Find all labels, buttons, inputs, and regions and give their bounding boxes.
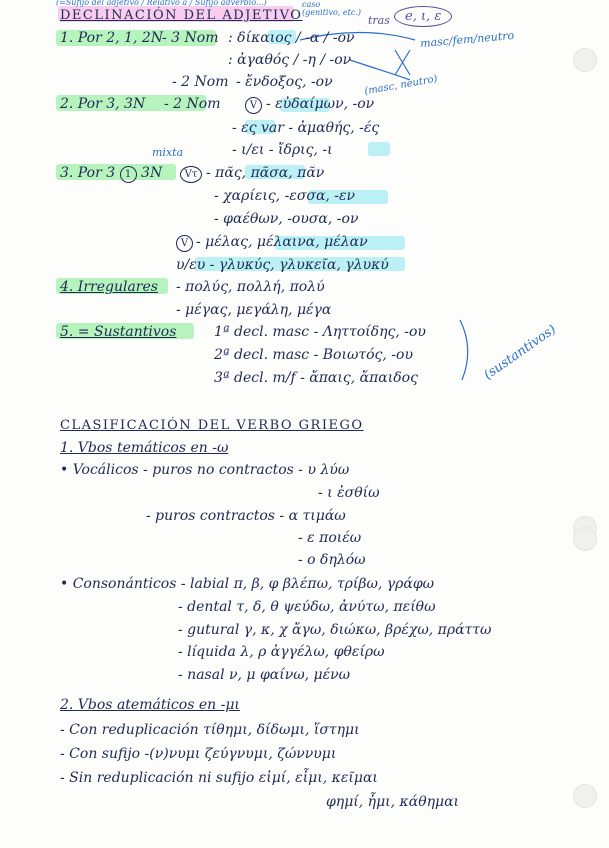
- row7-label: [60, 165, 162, 183]
- note-masc-fem-neutro: masc/fem/neutro: [419, 28, 515, 51]
- row1-nom: - 3 Nom: [162, 30, 219, 46]
- row3-nom: - 2 Nom: [172, 74, 229, 90]
- row7-word: - πᾶς, πᾶσα, πᾶν: [206, 165, 325, 181]
- verb-section1-title: 1. Vbos temáticos en -ω: [60, 440, 229, 456]
- row1-label: 1. Por 2, 1, 2N: [60, 30, 164, 46]
- row9-word: - φαέθων, -ουσα, -ον: [214, 211, 359, 227]
- row15-word: 2ª decl. masc - Βοιωτός, -ου: [214, 347, 413, 363]
- row4-label: 2. Por 3, 3N: [60, 96, 146, 112]
- row14-label: 5. = Sustantivos: [60, 324, 177, 340]
- circle-mark: V: [176, 235, 193, 252]
- verb-vocalic-4: - ε ποιέω: [298, 530, 362, 546]
- verb-vocalic-1: • Vocálicos - puros no contractos - υ λύω: [60, 462, 350, 478]
- row7-vt: [180, 165, 202, 183]
- verb-vocalic-2: - ι ἐσθίω: [318, 485, 380, 501]
- row6-word: - ι/ει - ἴδρις, -ι: [232, 142, 333, 158]
- row2-word: : ἀγαθός / -η / -ον: [228, 52, 352, 68]
- verb-vocalic-3: - puros contractos - α τιμάω: [146, 508, 346, 524]
- circle-mark: 1: [120, 166, 137, 183]
- verb-consonant-4: - líquida λ, ρ ἀγγέλω, φθείρω: [178, 644, 385, 660]
- row16-word: 3ª decl. m/f - ἄπαις, ἄπαιδος: [214, 370, 418, 386]
- note-top-right-1: caso: [302, 0, 321, 9]
- verb-mi-2: - Con sufijo -(ν)νυμι ζεύγνυμι, ζώννυμι: [60, 746, 337, 762]
- verb-consonant-5: - nasal ν, μ φαίνω, μένω: [178, 667, 351, 683]
- note-eie: e, ι, ε: [394, 6, 452, 27]
- row5-word: - ες var - ἀμαθής, -ές: [232, 120, 380, 136]
- row10-v: [176, 234, 193, 252]
- row7-label-text: 3. Por 3: [60, 165, 116, 181]
- row12-word: - πολύς, πολλή, πολύ: [176, 279, 325, 295]
- verb-consonant-1: • Consonánticos - labial π, β, φ βλέπω, τρίβω, γράφω: [60, 576, 435, 592]
- verb-mi-3: - Sin reduplicación ni sufijo εἰμί, εἶμι, κεῖμαι: [60, 770, 378, 786]
- circle-mark: V: [245, 97, 262, 114]
- verb-vocalic-5: - ο δηλόω: [298, 552, 366, 568]
- verb-mi-1: - Con reduplicación τίθημι, δίδωμι, ἵστημι: [60, 722, 360, 738]
- note-mixta: mixta: [152, 146, 184, 159]
- adjective-title: DECLINACIÓN DEL ADJETIVO: [60, 8, 303, 23]
- row4-nom: - 2 Nom: [164, 96, 221, 112]
- verb-consonant-3: - gutural γ, κ, χ ἄγω, διώκω, βρέχω, πράττω: [178, 622, 492, 638]
- note-top-right-2: (genitivo, etc.): [302, 8, 361, 17]
- row4-word: - εὐδαίμων, -ον: [266, 96, 375, 112]
- verb-mi-4: φημί, ἧμι, κάθημαι: [326, 794, 460, 810]
- row7-label-rest: 3N: [141, 165, 163, 181]
- row1-word: : δίκαιος / -α / -ον: [228, 30, 355, 46]
- verb-title: CLASIFICACIÓN DEL VERBO GRIEGO: [60, 418, 364, 433]
- row14-word: 1ª decl. masc - Ληττοίδης, -ου: [214, 324, 426, 340]
- verb-consonant-2: - dental τ, δ, θ ψεύδω, ἀνύτω, πείθω: [178, 599, 436, 615]
- row13-word: - μέγας, μεγάλη, μέγα: [176, 302, 332, 318]
- note-tras: tras: [368, 14, 390, 27]
- row8-word: - χαρίεις, -εσσα, -εν: [214, 188, 356, 204]
- verb-section2-title: 2. Vbos atemáticos en -μι: [60, 697, 240, 713]
- row4-v: [245, 96, 262, 114]
- row11-word: υ/ευ - γλυκύς, γλυκεῖα, γλυκύ: [176, 257, 389, 273]
- note-sustantivos: (sustantivos): [481, 322, 560, 383]
- note-masc-neutro: (masc, neutro): [363, 73, 439, 98]
- row3-word: - ἔνδοξος, -ον: [236, 74, 333, 90]
- circle-mark: Vτ: [180, 166, 202, 183]
- note-top-left: (=Sufijo del adjetivo / Relativo a / Sufijo adverbio...): [56, 0, 267, 7]
- row12-label: 4. Irregulares: [60, 279, 158, 295]
- row10-word: - μέλας, μέλαινα, μέλαν: [196, 234, 368, 250]
